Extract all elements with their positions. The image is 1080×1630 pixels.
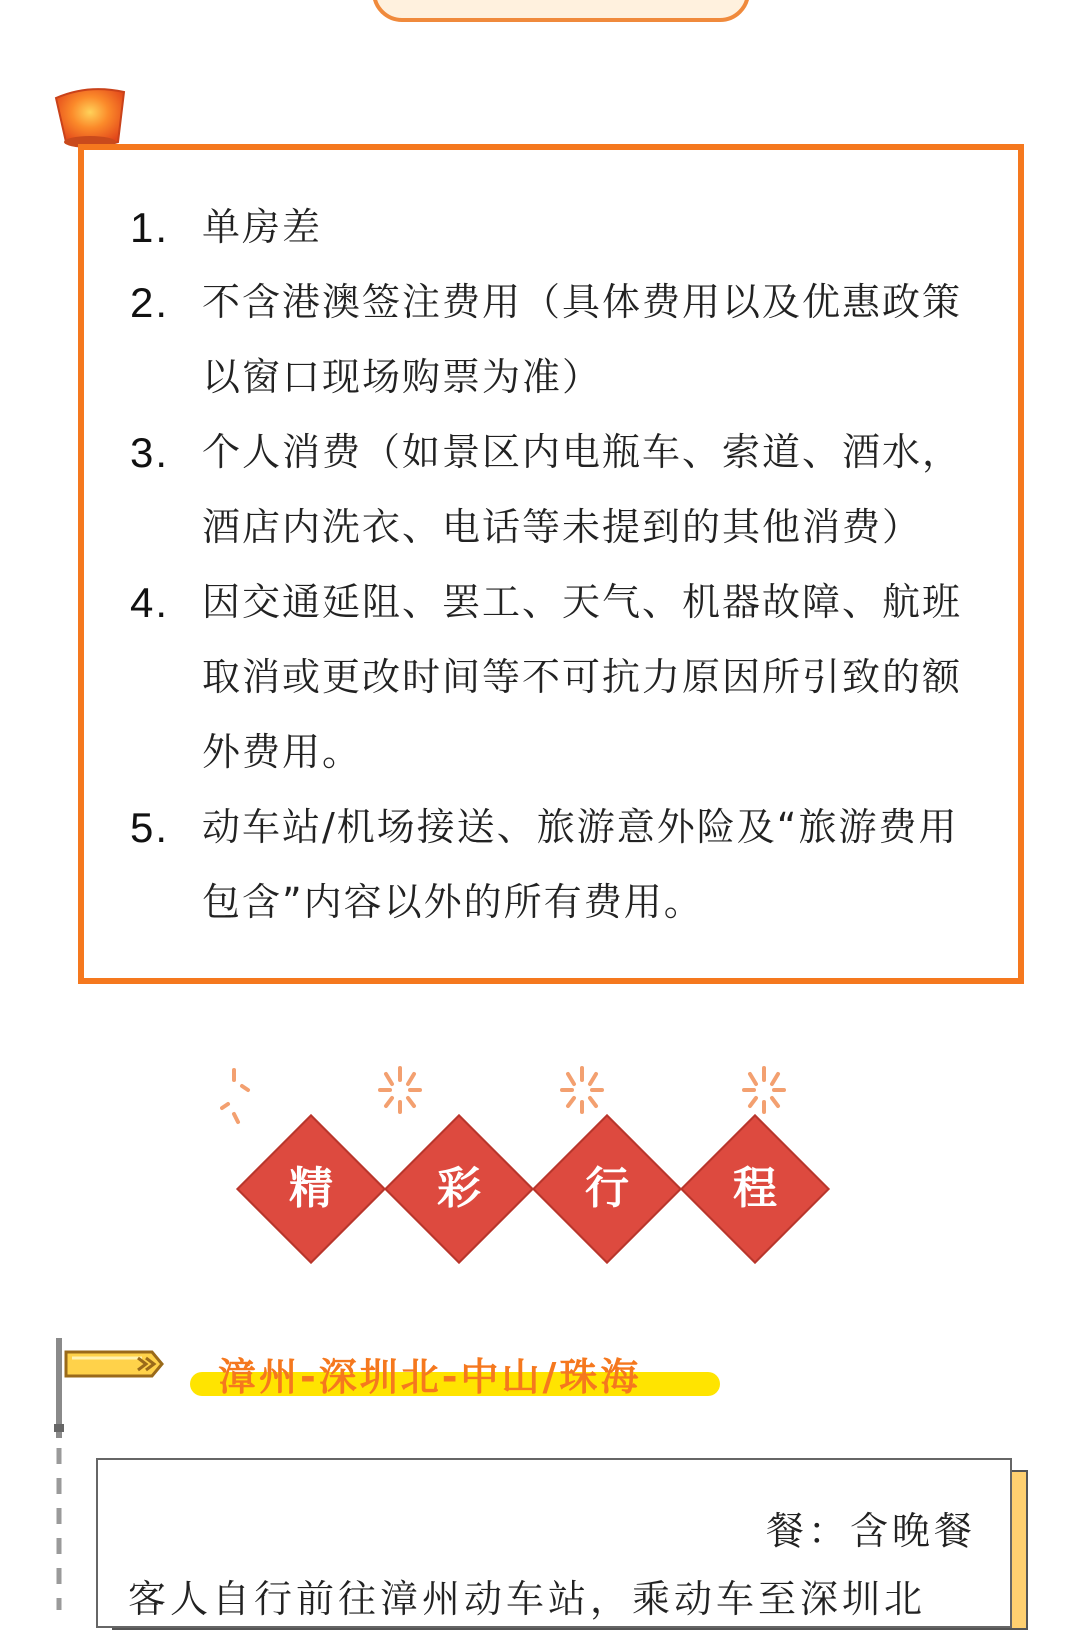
list-item — [130, 190, 990, 265]
item-text: 单房差 — [202, 205, 323, 249]
list-item — [130, 415, 990, 565]
item-number: 2. — [130, 279, 170, 326]
day-description: 客人自行前往漳州动车站，乘动车至深圳北 — [128, 1577, 927, 1621]
heading-diamond — [384, 1114, 534, 1264]
exclusions-box — [78, 144, 1024, 984]
heading-char: 彩 — [437, 1163, 481, 1214]
heading-char: 精 — [289, 1163, 333, 1214]
route-title: 漳州-深圳北-中山/珠海 — [218, 1355, 642, 1399]
item-number: 3. — [130, 429, 170, 476]
exclusions-list — [130, 190, 990, 940]
item-number: 4. — [130, 579, 170, 626]
heading-diamond — [680, 1114, 830, 1264]
item-text: 动车站/机场接送、旅游意外险及“旅游费用包含”内容以外的所有费用。 — [202, 805, 959, 924]
top-banner-pill — [372, 0, 750, 22]
list-item — [130, 265, 990, 415]
list-item — [130, 565, 990, 790]
heading-diamond — [532, 1114, 682, 1264]
meal-info: 餐：含晚餐 — [765, 1509, 976, 1553]
list-item — [130, 790, 990, 940]
section-heading — [236, 1114, 856, 1264]
item-number: 1. — [130, 204, 170, 251]
item-text: 因交通延阻、罢工、天气、机器故障、航班取消或更改时间等不可抗力原因所引致的额外费用。 — [202, 580, 963, 774]
item-text: 个人消费（如景区内电瓶车、索道、酒水，酒店内洗衣、电话等未提到的其他消费） — [202, 430, 963, 549]
heading-char: 程 — [733, 1163, 777, 1214]
item-text: 不含港澳签注费用（具体费用以及优惠政策以窗口现场购票为准） — [202, 280, 963, 399]
day-card — [96, 1458, 1012, 1628]
heading-char: 行 — [585, 1163, 629, 1214]
item-number: 5. — [130, 804, 170, 851]
heading-diamond — [236, 1114, 386, 1264]
